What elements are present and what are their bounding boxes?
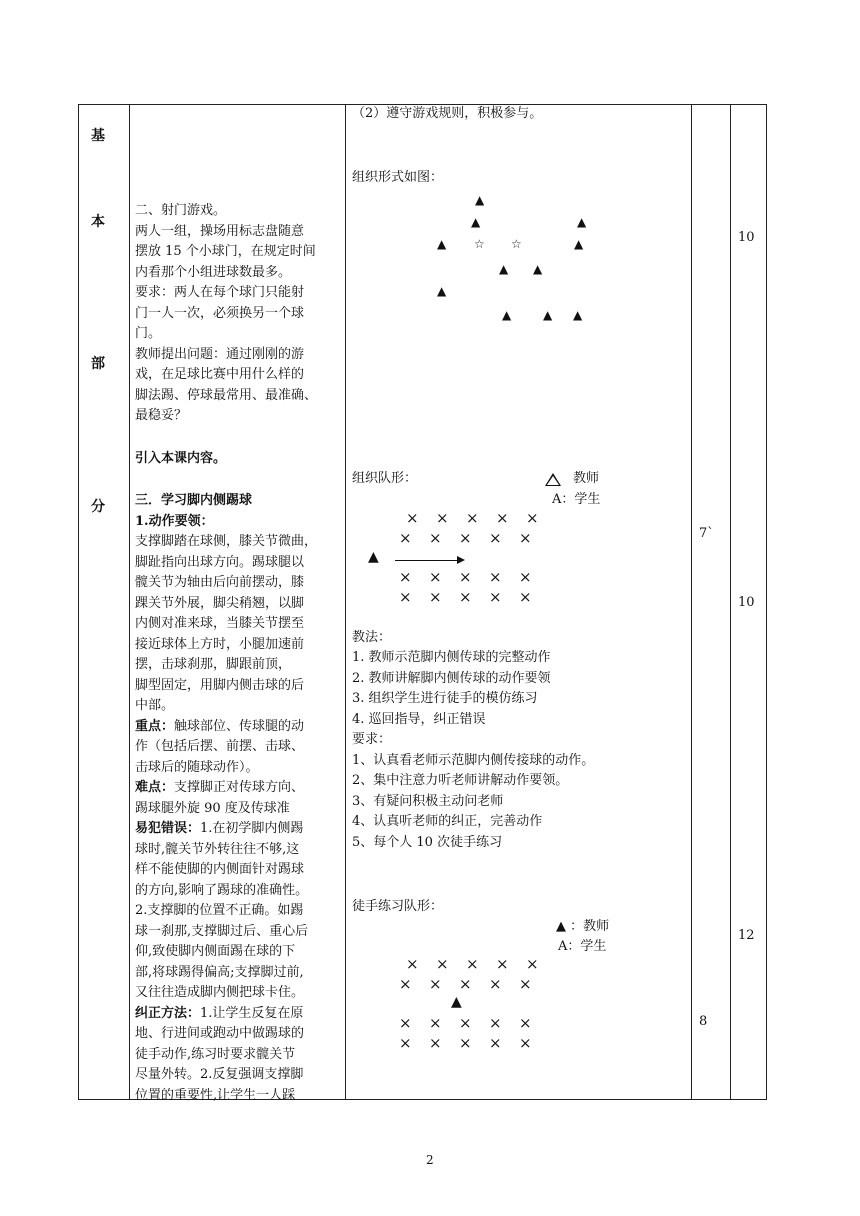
cross-icon	[429, 532, 442, 544]
legend-teacher: 教师	[573, 471, 600, 486]
lesson-text-line: 仰,致使脚内侧面踢在球的下	[135, 944, 296, 959]
cross-icon	[436, 958, 449, 970]
cross-icon	[519, 1037, 532, 1049]
cross-icon	[466, 512, 479, 524]
cross-icon	[436, 512, 449, 524]
triangle-icon	[499, 263, 508, 275]
triangle-icon	[574, 238, 583, 250]
cross-icon	[406, 958, 419, 970]
cross-icon	[519, 1017, 532, 1029]
lesson-text-line: 球一刹那,支撑脚过后、重心后	[135, 923, 309, 939]
lesson-text-line: 纠正方法：1.让学生反复在原	[135, 1005, 304, 1021]
lesson-text-line: 踢球腿外旋 90 度及传球准	[135, 800, 290, 816]
lesson-text-line: 2.支撑脚的位置不正确。如踢	[135, 903, 304, 918]
star-icon	[474, 238, 485, 250]
lesson-content-column	[135, 201, 345, 1106]
lesson-text-line: 摆，击球刹那，脚跟前顶，	[135, 657, 292, 672]
lesson-text-line: 支撑脚踏在球侧，膝关节微曲，	[135, 534, 318, 549]
table-border-1	[129, 104, 130, 1100]
triangle-icon	[573, 309, 582, 321]
arrow-icon	[395, 560, 457, 561]
list-line: 2、集中注意力听老师讲解动作要领。	[352, 773, 569, 788]
org-form-label: 组织形式如图：	[352, 170, 444, 185]
teaching-requirements-list	[352, 648, 594, 853]
lesson-text-line: 摆放 15 个小球门，在规定时间	[135, 244, 316, 259]
lesson-text-line: 难点：支撑脚正对传球方向、	[135, 780, 305, 795]
cross-icon	[459, 1037, 472, 1049]
triangle-icon	[502, 309, 511, 321]
section-char: 本	[91, 214, 105, 230]
lesson-text-line: 教师提出问题：通过刚刚的游	[135, 346, 305, 362]
cross-icon	[526, 512, 539, 524]
time-value: 8	[699, 1014, 708, 1029]
teacher-triangle-icon	[451, 996, 462, 1008]
list-line: 1. 教师示范脚内侧传球的完整动作	[352, 650, 551, 665]
triangle-icon	[543, 309, 552, 321]
lesson-text-line: 内看那个小组进球数最多。	[135, 264, 292, 280]
lesson-text-line: 引入本课内容。	[135, 450, 227, 466]
cross-icon	[459, 532, 472, 544]
lesson-text-line: 尽量外转。2.反复强调支撑脚	[135, 1067, 304, 1082]
drill-label: 徒手练习队形：	[352, 899, 444, 914]
lesson-text-line	[135, 469, 345, 491]
teacher-triangle-icon	[368, 551, 379, 563]
list-line: 3、有疑问积极主动问老师	[352, 793, 504, 809]
section-char: 部	[91, 356, 105, 372]
lesson-text-line: 脚型固定，用脚内侧击球的后	[135, 677, 305, 693]
drill-legend-teacher: ▲ ：教师	[556, 919, 610, 934]
table-border-2	[345, 104, 346, 1100]
lesson-text-line: 两人一组，操场用标志盘随意	[135, 223, 305, 239]
triangle-icon	[437, 285, 446, 297]
cross-icon	[489, 1037, 502, 1049]
teaching-label: 教法：	[352, 630, 392, 645]
cross-icon	[429, 1017, 442, 1029]
lesson-text-line: 戏，在足球比赛中用什么样的	[135, 367, 305, 382]
cross-icon	[429, 978, 442, 990]
time-value: 7`	[699, 526, 714, 541]
cross-icon	[489, 978, 502, 990]
formation-label: 组织队形：	[352, 471, 418, 486]
list-line: 要求：	[352, 732, 392, 747]
cross-icon	[489, 1017, 502, 1029]
section-char: 分	[91, 499, 105, 515]
lesson-text-line: 中部。	[135, 698, 175, 713]
cross-icon	[496, 512, 509, 524]
cross-icon	[489, 571, 502, 583]
lesson-text-line: 内侧对准来球，当膝关节摆至	[135, 616, 305, 631]
cross-icon	[466, 958, 479, 970]
star-icon	[511, 238, 522, 250]
lesson-text-line: 1.动作要领：	[135, 513, 214, 529]
lesson-text-line: 三．学习脚内侧踢球	[135, 493, 253, 508]
lesson-text-line: 重点：触球部位、传球腿的动	[135, 718, 305, 734]
triangle-icon	[471, 216, 480, 228]
lesson-text-line: 脚法踢、停球最常用、最准确、	[135, 387, 318, 403]
triangle-icon	[437, 238, 446, 250]
lesson-text-line: 门。	[135, 326, 162, 341]
cross-icon	[459, 978, 472, 990]
lesson-text-line: 最稳妥？	[135, 408, 188, 423]
lesson-text-line: 髋关节为轴由后向前摆动，膝	[135, 575, 305, 590]
count-value: 10	[738, 595, 755, 610]
triangle-icon	[577, 216, 586, 228]
cross-icon	[459, 1017, 472, 1029]
cross-icon	[459, 571, 472, 583]
lesson-text-line	[135, 427, 345, 449]
lesson-text-line: 样不能使脚的内侧面针对踢球	[135, 862, 305, 877]
cross-icon	[429, 571, 442, 583]
lesson-text-line: 接近球体上方时，小腿加速前	[135, 636, 305, 652]
cross-icon	[399, 1017, 412, 1029]
lesson-text-line: 位置的重要性,让学生一人踩	[135, 1087, 296, 1103]
cross-icon	[399, 591, 412, 603]
cross-icon	[406, 512, 419, 524]
list-line: 2. 教师讲解脚内侧传球的动作要领	[352, 670, 551, 686]
lesson-text-line: 部,将球踢得偏高;支撑脚过前,	[135, 964, 304, 980]
arrow-head-icon	[457, 556, 465, 564]
triangle-icon	[533, 263, 542, 275]
lesson-text-line: 球时,髋关节外转往往不够,这	[135, 841, 300, 857]
list-line: 1、认真看老师示范脚内侧传接球的动作。	[352, 752, 595, 768]
table-border-left	[78, 104, 79, 1100]
lesson-text-line: 击球后的随球动作）。	[135, 759, 259, 775]
drill-legend-student: A：学生	[558, 939, 607, 954]
teacher-triangle-icon	[545, 473, 561, 486]
lesson-text-line: 作（包括后摆、前摆、击球、	[135, 739, 305, 754]
list-line: 4、认真听老师的纠正，完善动作	[352, 814, 543, 829]
cross-icon	[429, 591, 442, 603]
cross-icon	[519, 591, 532, 603]
lesson-text-line: 脚趾指向出球方向。踢球腿以	[135, 554, 305, 570]
rule-line: （2）遵守游戏规则，积极参与。	[352, 106, 543, 121]
cross-icon	[399, 571, 412, 583]
lesson-text-line: 徒手动作,练习时要求髋关节	[135, 1046, 296, 1062]
page-number: 2	[426, 1153, 434, 1167]
lesson-text-line: 二、射门游戏。	[135, 203, 227, 218]
lesson-text-line: 要求：两人在每个球门只能射	[135, 285, 305, 300]
lesson-text-line: 门一人一次，必须换另一个球	[135, 305, 305, 321]
lesson-text-line: 的方向,影响了踢球的准确性。	[135, 882, 309, 898]
lesson-text-line: 易犯错误：1.在初学脚内侧踢	[135, 821, 304, 836]
cross-icon	[519, 571, 532, 583]
cross-icon	[489, 532, 502, 544]
count-value: 12	[738, 928, 755, 943]
cross-icon	[399, 1037, 412, 1049]
list-line: 3. 组织学生进行徒手的模仿练习	[352, 691, 538, 706]
triangle-icon	[475, 194, 484, 206]
cross-icon	[519, 978, 532, 990]
lesson-text-line: 踝关节外展，脚尖稍翘，以脚	[135, 595, 305, 611]
table-border-3	[691, 104, 692, 1100]
section-char: 基	[91, 128, 105, 144]
count-value: 10	[738, 230, 755, 245]
table-border-right	[766, 104, 767, 1100]
cross-icon	[399, 978, 412, 990]
cross-icon	[519, 532, 532, 544]
lesson-text-line: 地、行进间或跑动中做踢球的	[135, 1026, 305, 1041]
list-line: 4. 巡回指导，纠正错误	[352, 711, 486, 727]
cross-icon	[399, 532, 412, 544]
cross-icon	[429, 1037, 442, 1049]
cross-icon	[526, 958, 539, 970]
list-line: 5、每个人 10 次徒手练习	[352, 834, 503, 850]
cross-icon	[459, 591, 472, 603]
table-border-4	[730, 104, 731, 1100]
cross-icon	[496, 958, 509, 970]
legend-student: A：学生	[552, 492, 601, 507]
cross-icon	[489, 591, 502, 603]
lesson-text-line: 又往往造成脚内侧把球卡住。	[135, 985, 305, 1000]
